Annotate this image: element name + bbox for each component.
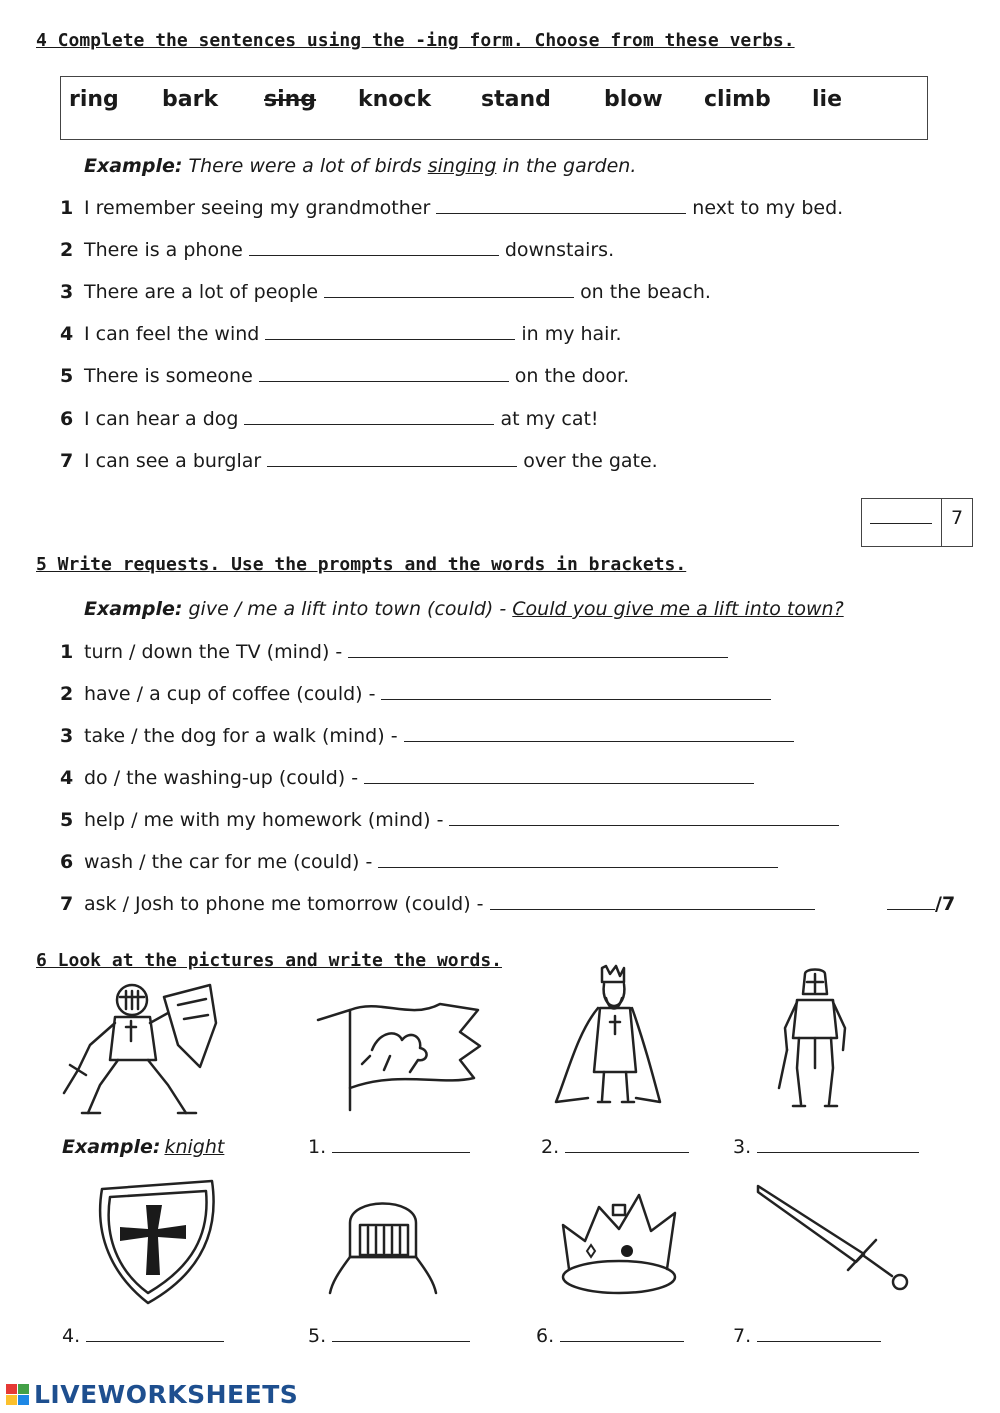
verb-bark: bark [162,87,219,112]
knight-image [60,975,230,1120]
item-prompt: turn / down the TV (mind) - [84,641,343,663]
item-prompt: help / me with my homework (mind) - [84,809,444,831]
answer-blank[interactable] [378,851,778,868]
answer-blank[interactable] [364,767,754,784]
exercise-4-heading: 4 Complete the sentences using the -ing form. Choose from these verbs. [36,30,795,51]
verb-ring: ring [69,87,119,112]
item-number: 7 [60,893,74,915]
ex5-item-3 [60,725,800,747]
picture-6-caption [536,1325,690,1347]
item-text-end: on the beach. [580,281,711,303]
exercise-4-example [84,155,636,177]
item-text: There is a phone [84,239,243,261]
example-answer: singing [427,155,497,177]
item-prompt: have / a cup of coffee (could) - [84,683,376,705]
sword-image [752,1180,917,1292]
item-number: 7 [60,450,74,472]
example-label: Example: [84,598,183,620]
label-number: 2. [541,1136,560,1158]
item-number: 2 [60,683,74,705]
verb-sing: sing [264,87,317,112]
picture-7-caption [733,1325,887,1347]
item-text-end: at my cat! [500,408,599,430]
example-caption [62,1136,224,1158]
answer-blank[interactable] [249,239,499,256]
flag-image [310,990,485,1115]
crown-image [555,1185,685,1300]
answer-blank[interactable] [324,281,574,298]
item-prompt: wash / the car for me (could) - [84,851,373,873]
score-blank[interactable] [870,523,932,524]
item-text-end: on the door. [514,365,630,387]
ex5-item-2 [60,683,777,705]
score-total: /7 [935,893,956,915]
picture-5-caption [308,1325,476,1347]
king-image [548,962,668,1110]
verb-lie: lie [812,87,843,112]
item-text: I can feel the wind [84,323,260,345]
ex5-item-7 [60,893,821,915]
picture-1-caption [308,1136,476,1158]
item-text: There are a lot of people [84,281,319,303]
ex4-item-2 [60,239,614,261]
item-number: 3 [60,281,74,303]
answer-blank[interactable] [381,683,771,700]
item-number: 5 [60,809,74,831]
example-label: Example: [62,1136,161,1158]
label-number: 6. [536,1325,555,1347]
ex4-item-7 [60,450,658,472]
answer-blank[interactable] [404,725,794,742]
item-number: 2 [60,239,74,261]
item-number: 4 [60,767,74,789]
helmet-image [328,1187,438,1297]
picture-3-caption [733,1136,925,1158]
answer-blank[interactable] [86,1325,224,1342]
exercise-5-example [84,598,844,620]
item-prompt: ask / Josh to phone me tomorrow (could) - [84,893,484,915]
verb-knock: knock [358,87,432,112]
liveworksheets-logo-icon [6,1384,30,1406]
ex5-item-5 [60,809,845,831]
answer-blank[interactable] [436,197,686,214]
verb-box [60,76,928,140]
example-text-end: in the garden. [502,155,637,177]
verb-stand: stand [481,87,551,112]
item-number: 3 [60,725,74,747]
label-number: 4. [62,1325,81,1347]
answer-blank[interactable] [259,365,509,382]
item-number: 1 [60,197,74,219]
ex4-item-6 [60,408,599,430]
answer-blank[interactable] [265,323,515,340]
label-number: 7. [733,1325,752,1347]
example-text: There were a lot of birds [188,155,422,177]
ex4-item-1 [60,197,843,219]
answer-blank[interactable] [332,1325,470,1342]
score-divider [941,499,942,546]
answer-blank[interactable] [267,450,517,467]
ex5-item-4 [60,767,760,789]
item-text: I can hear a dog [84,408,239,430]
shield-image [88,1175,223,1310]
exercise-4-score-box [861,498,973,547]
answer-blank[interactable] [244,408,494,425]
liveworksheets-logo[interactable]: LIVEWORKSHEETS [34,1380,299,1409]
item-prompt: do / the washing-up (could) - [84,767,359,789]
exercise-5-heading: 5 Write requests. Use the prompts and the words in brackets. [36,554,687,575]
item-number: 6 [60,851,74,873]
answer-blank[interactable] [757,1325,881,1342]
score-blank[interactable] [887,893,935,910]
item-text-end: over the gate. [523,450,658,472]
example-answer: Could you give me a lift into town? [512,598,844,620]
ex5-item-1 [60,641,734,663]
item-text-end: downstairs. [504,239,615,261]
example-prompt: give / me a lift into town (could) - [188,598,507,620]
item-text: I remember seeing my grandmother [84,197,431,219]
item-prompt: take / the dog for a walk (mind) - [84,725,398,747]
item-number: 6 [60,408,74,430]
ex5-item-6 [60,851,784,873]
example-label: Example: [84,155,183,177]
item-text: I can see a burglar [84,450,262,472]
label-number: 3. [733,1136,752,1158]
answer-blank[interactable] [757,1136,919,1153]
label-number: 5. [308,1325,327,1347]
answer-blank[interactable] [560,1325,684,1342]
ex4-item-4 [60,323,622,345]
picture-4-caption [62,1325,230,1347]
answer-blank[interactable] [490,893,815,910]
answer-blank[interactable] [449,809,839,826]
ex4-item-3 [60,281,711,303]
answer-blank[interactable] [565,1136,689,1153]
exercise-5-score [887,893,955,915]
verb-climb: climb [704,87,771,112]
armour-image [775,968,855,1113]
item-number: 5 [60,365,74,387]
score-total: 7 [951,507,964,529]
item-text-end: next to my bed. [692,197,844,219]
answer-blank[interactable] [332,1136,470,1153]
item-number: 1 [60,641,74,663]
exercise-6-heading: 6 Look at the pictures and write the words. [36,950,502,971]
item-text-end: in my hair. [521,323,622,345]
ex4-item-5 [60,365,629,387]
example-answer: knight [164,1136,225,1158]
verb-blow: blow [604,87,663,112]
answer-blank[interactable] [348,641,728,658]
picture-2-caption [541,1136,695,1158]
label-number: 1. [308,1136,327,1158]
item-text: There is someone [84,365,253,387]
item-number: 4 [60,323,74,345]
